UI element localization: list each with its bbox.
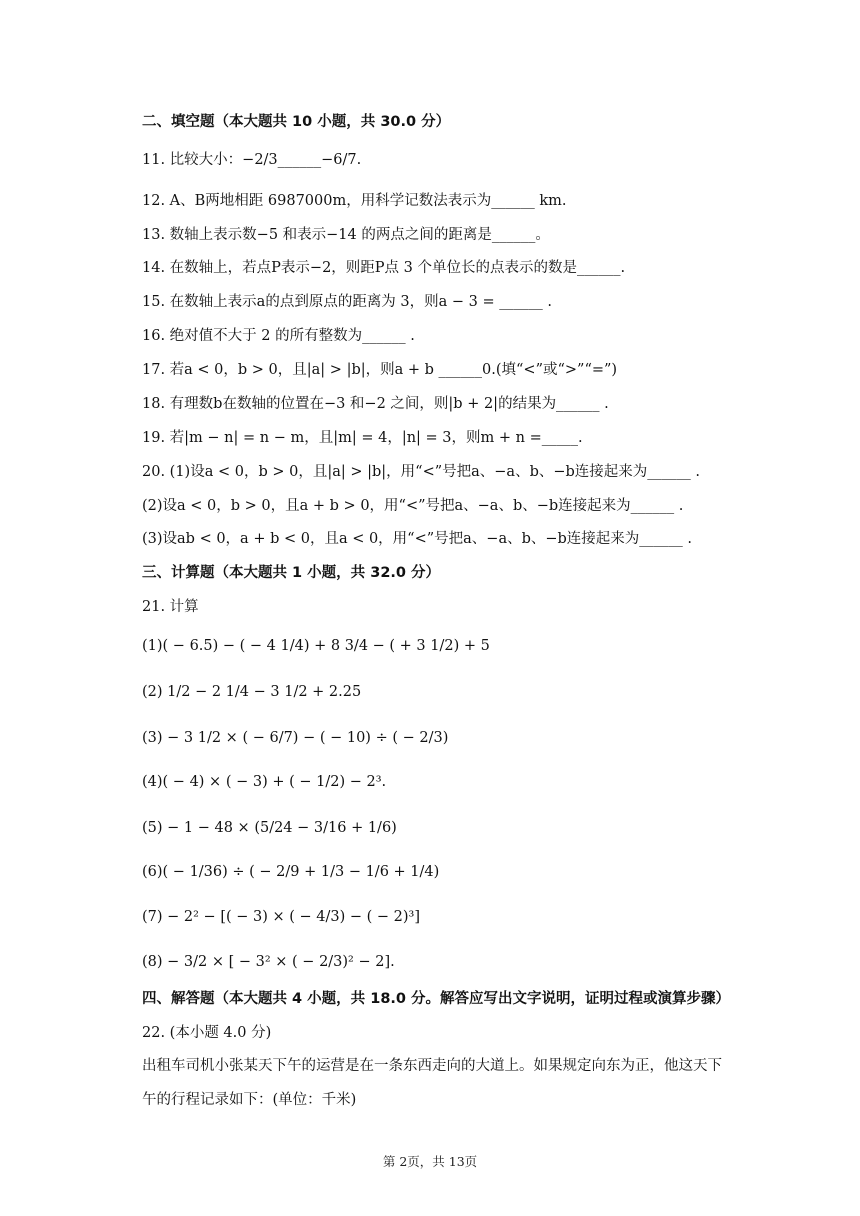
section-heading-fill-in: 二、填空题（本大题共 10 小题，共 30.0 分） [142,114,451,130]
question-14: 14. 在数轴上，若点P表示−2，则距P点 3 个单位长的点表示的数是______. [142,260,626,276]
calc-item-7: (7) − 2² − [( − 3) × ( − 4/3) − ( − 2)³] [142,909,421,925]
question-20-part-2: (2)设a < 0，b > 0，且a + b > 0，用“<”号把a、−a、b、−b连接起来为______ . [142,498,684,514]
calc-item-8: (8) − 3/2 × [ − 3² × ( − 2/3)² − 2]. [142,954,395,970]
question-20-part-3: (3)设ab < 0，a + b < 0，且a < 0，用“<”号把a、−a、b、−b连接起来为______ . [142,531,693,547]
question-12: 12. A、B两地相距 6987000m，用科学记数法表示为______ km. [142,193,567,209]
question-20-part-1: 20. (1)设a < 0，b > 0，且|a| > |b|，用“<”号把a、−a、b、−b连接起来为______ . [142,464,701,480]
calc-item-5: (5) − 1 − 48 × (5/24 − 3/16 + 1/6) [142,820,397,836]
calc-item-6: (6)( − 1/36) ÷ ( − 2/9 + 1/3 − 1/6 + 1/4) [142,864,440,880]
calc-item-2: (2) 1/2 − 2 1/4 − 3 1/2 + 2.25 [142,684,362,700]
question-22-text-line-1: 出租车司机小张某天下午的运营是在一条东西走向的大道上。如果规定向东为正，他这天下 [142,1058,722,1074]
calc-item-4: (4)( − 4) × ( − 3) + ( − 1/2) − 2³. [142,774,387,790]
question-16: 16. 绝对值不大于 2 的所有整数为______ . [142,328,415,344]
calc-item-1: (1)( − 6.5) − ( − 4 1/4) + 8 3/4 − ( + 3 1/2) + 5 [142,638,490,654]
question-11: 11. 比较大小：−2/3______−6/7. [142,152,362,168]
question-15: 15. 在数轴上表示a的点到原点的距离为 3，则a − 3 = ______ . [142,294,552,310]
section-heading-answer: 四、解答题（本大题共 4 小题，共 18.0 分。解答应写出文字说明，证明过程或演算步骤） [142,991,731,1007]
page-footer: 第 2页，共 13页 [382,1154,478,1169]
question-19: 19. 若|m − n| = n − m，且|m| = 4，|n| = 3，则m + n =_____. [142,430,583,446]
question-22: 22. (本小题 4.0 分) [142,1025,272,1041]
question-18: 18. 有理数b在数轴的位置在−3 和−2 之间，则|b + 2|的结果为______ . [142,396,609,412]
section-heading-calculation: 三、计算题（本大题共 1 小题，共 32.0 分） [142,565,441,581]
question-21: 21. 计算 [142,599,199,615]
calc-item-3: (3) − 3 1/2 × ( − 6/7) − ( − 10) ÷ ( − 2/3) [142,730,449,746]
question-17: 17. 若a < 0，b > 0，且|a| > |b|，则a + b ______0.(填“<”或“>”“=”) [142,362,618,378]
question-22-text-line-2: 午的行程记录如下：(单位：千米) [142,1092,357,1108]
question-13: 13. 数轴上表示数−5 和表示−14 的两点之间的距离是______。 [142,227,550,243]
